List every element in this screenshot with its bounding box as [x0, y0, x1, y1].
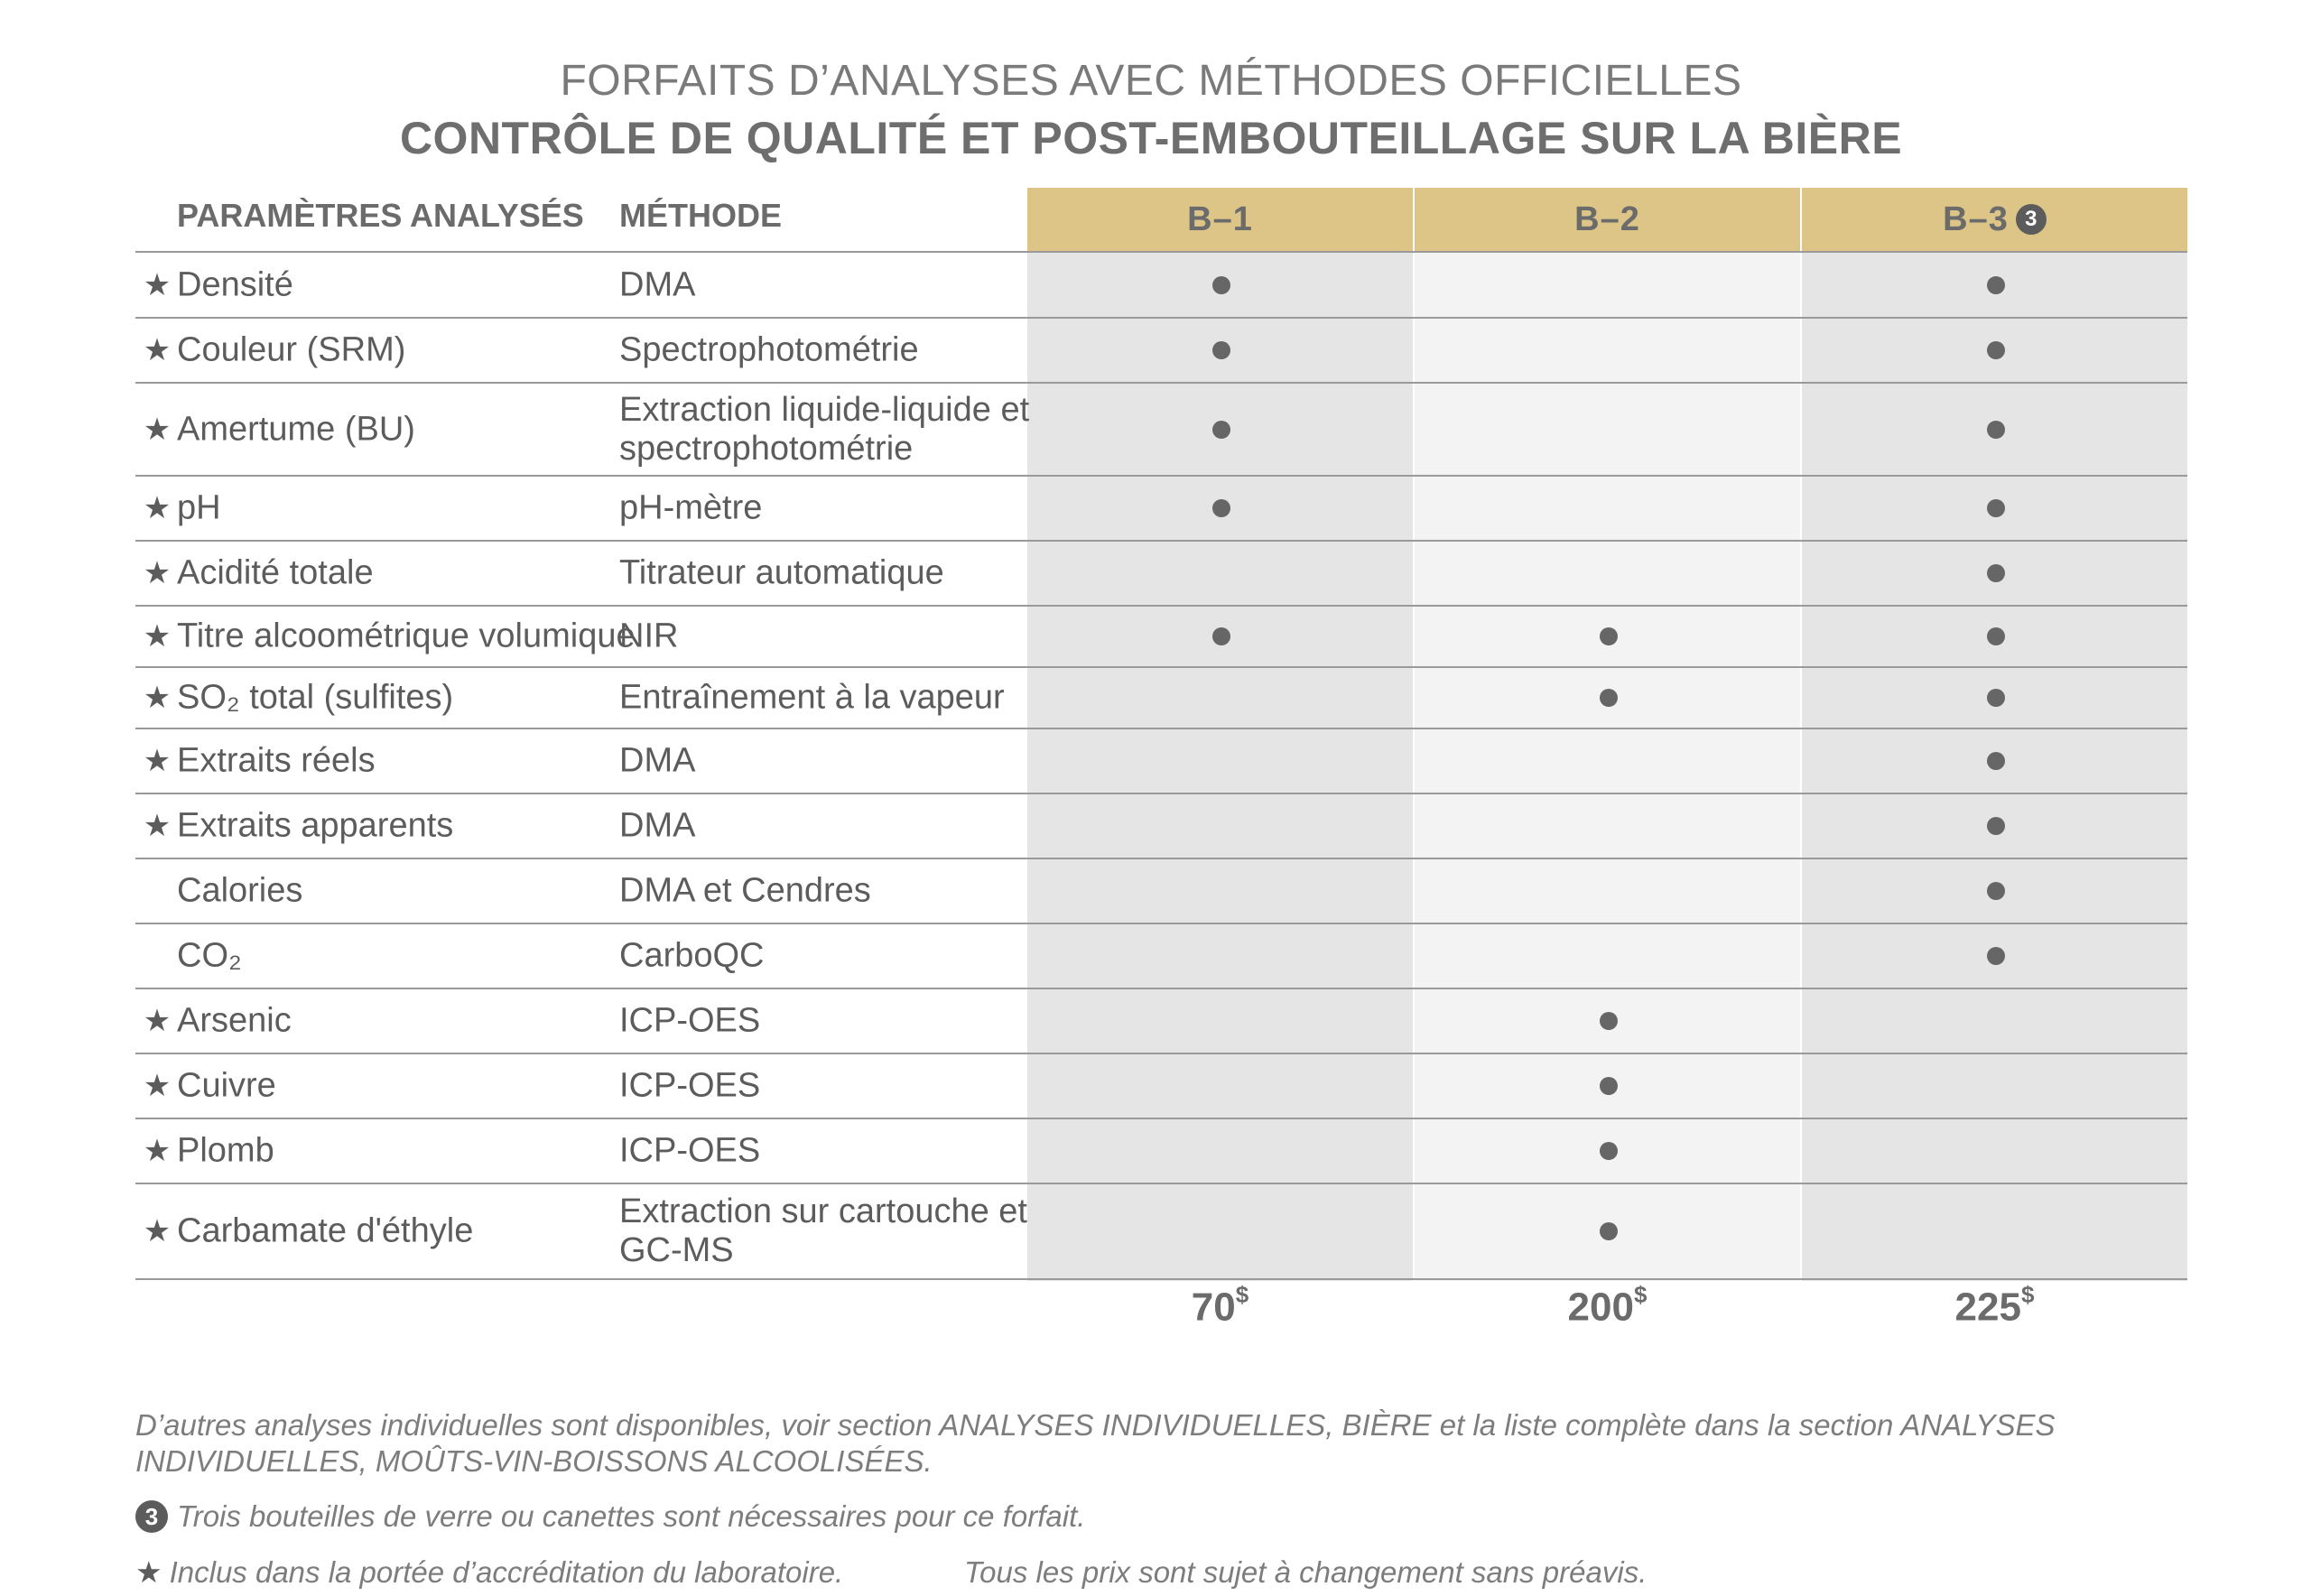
parameter-cell: pH — [177, 488, 221, 527]
header-package-b3 — [1802, 188, 2187, 251]
accreditation-star-icon: ★ — [143, 412, 172, 447]
parameter-cell: Titre alcoométrique volumique — [177, 617, 636, 655]
table-row — [135, 541, 2187, 606]
parameter-cell: Carbamate d'éthyle — [177, 1211, 474, 1250]
included-dot-icon-b1 — [1212, 276, 1230, 294]
header-package-b1-label: B–1 — [1187, 200, 1253, 238]
price-b2-amount: 200 — [1567, 1285, 1634, 1330]
table-row — [135, 253, 2187, 318]
header-package-b3-label: B–3 — [1943, 200, 2009, 238]
included-dot-icon-b2 — [1600, 1077, 1618, 1095]
included-dot-icon-b3 — [1987, 627, 2005, 645]
header-method: MÉTHODE — [619, 197, 782, 234]
table-row — [135, 793, 2187, 858]
price-b2 — [1415, 1281, 1800, 1331]
star-icon: ★ — [135, 1555, 162, 1589]
table-row — [135, 858, 2187, 923]
method-cell: NIR — [619, 617, 679, 655]
included-dot-icon-b3 — [1987, 564, 2005, 582]
accreditation-star-icon: ★ — [143, 268, 172, 302]
accreditation-star-icon: ★ — [143, 491, 172, 525]
parameter-cell: Plomb — [177, 1131, 274, 1170]
method-cell: DMA — [619, 806, 696, 845]
parameter-cell: Couleur (SRM) — [177, 330, 406, 369]
table-row — [135, 728, 2187, 793]
price-b1 — [1027, 1281, 1413, 1331]
note-bottles-text: Trois bouteilles de verre ou canettes sont nécessaires pour ce forfait. — [177, 1499, 1086, 1533]
method-cell: ICP-OES — [619, 1001, 761, 1040]
table-row — [135, 318, 2187, 383]
accreditation-star-icon: ★ — [143, 619, 172, 654]
parameter-cell: CO₂ — [177, 936, 242, 975]
included-dot-icon-b3 — [1987, 752, 2005, 770]
method-cell: DMA et Cendres — [619, 871, 871, 910]
header-package-b1 — [1027, 188, 1413, 251]
parameter-cell: Densité — [177, 265, 293, 304]
page-title: FORFAITS D’ANALYSES AVEC MÉTHODES OFFICIELLES — [560, 57, 1742, 105]
included-dot-icon-b1 — [1212, 421, 1230, 439]
included-dot-icon-b3 — [1987, 341, 2005, 359]
row-divider — [135, 1278, 2187, 1280]
included-dot-icon-b2 — [1600, 1012, 1618, 1030]
table-row — [135, 606, 2187, 667]
parameter-cell: Extraits apparents — [177, 806, 454, 845]
parameter-cell: Acidité totale — [177, 553, 374, 592]
parameter-cell: Calories — [177, 871, 303, 910]
header-parameters: PARAMÈTRES ANALYSÉS — [177, 197, 584, 234]
included-dot-icon-b3 — [1987, 276, 2005, 294]
note-accreditation — [135, 1554, 843, 1591]
price-b3-currency: $ — [2020, 1281, 2035, 1308]
included-dot-icon-b2 — [1600, 689, 1618, 707]
accreditation-star-icon: ★ — [143, 333, 172, 367]
included-dot-icon-b3 — [1987, 689, 2005, 707]
included-dot-icon-b2 — [1600, 1222, 1618, 1240]
accreditation-star-icon: ★ — [143, 556, 172, 590]
table-row — [135, 1118, 2187, 1183]
accreditation-star-icon: ★ — [143, 744, 172, 778]
method-cell: ICP-OES — [619, 1066, 761, 1105]
included-dot-icon-b1 — [1212, 499, 1230, 517]
parameter-cell: Arsenic — [177, 1001, 292, 1040]
included-dot-icon-b2 — [1600, 627, 1618, 645]
table-row — [135, 1183, 2187, 1279]
accreditation-star-icon: ★ — [143, 1004, 172, 1038]
method-cell: Titrateur automatique — [619, 553, 944, 592]
header-package-b2 — [1415, 188, 1800, 251]
accreditation-star-icon: ★ — [143, 809, 172, 843]
price-b3-amount: 225 — [1954, 1285, 2021, 1330]
price-b2-currency: $ — [1633, 1281, 1648, 1308]
included-dot-icon-b3 — [1987, 947, 2005, 965]
accreditation-star-icon: ★ — [143, 681, 172, 715]
header-package-b2-label: B–2 — [1574, 200, 1640, 238]
note-accreditation-text: Inclus dans la portée d’accréditation du laboratoire. — [169, 1555, 844, 1589]
table-row — [135, 988, 2187, 1053]
method-cell: Extraction liquide-liquide et spectrophotométrie — [619, 390, 1030, 468]
parameter-cell: Extraits réels — [177, 741, 376, 780]
method-cell: Extraction sur cartouche et GC-MS — [619, 1192, 1027, 1269]
included-dot-icon-b3 — [1987, 421, 2005, 439]
table-row — [135, 1053, 2187, 1118]
table-row — [135, 383, 2187, 476]
method-cell: pH-mètre — [619, 488, 763, 527]
included-dot-icon-b3 — [1987, 882, 2005, 900]
included-dot-icon-b2 — [1600, 1142, 1618, 1160]
note-other-analyses: D’autres analyses individuelles sont disponibles, voir section ANALYSES INDIVIDUELLES, BIÈRE et la liste complète dans la section ANALYSES INDIVIDUELLES, MOÛTS-VIN-BOISSONS ALCOOLISÉES. — [135, 1408, 2056, 1478]
price-b3 — [1802, 1281, 2187, 1331]
method-cell: Spectrophotométrie — [619, 330, 919, 369]
accreditation-star-icon: ★ — [143, 1214, 172, 1248]
price-b1-amount: 70 — [1191, 1285, 1236, 1330]
method-cell: DMA — [619, 265, 696, 304]
included-dot-icon-b3 — [1987, 499, 2005, 517]
accreditation-star-icon: ★ — [143, 1069, 172, 1103]
included-dot-icon-b1 — [1212, 341, 1230, 359]
method-cell: CarboQC — [619, 936, 765, 975]
method-cell: ICP-OES — [619, 1131, 761, 1170]
method-cell: Entraînement à la vapeur — [619, 678, 1005, 717]
price-b1-currency: $ — [1235, 1281, 1249, 1308]
included-dot-icon-b3 — [1987, 817, 2005, 835]
accreditation-star-icon: ★ — [143, 1134, 172, 1168]
circled-three-icon: 3 — [2016, 204, 2047, 235]
circled-three-icon: 3 — [135, 1500, 168, 1533]
note-bottles — [135, 1499, 1085, 1535]
table-row — [135, 476, 2187, 541]
table-row — [135, 923, 2187, 988]
parameter-cell: SO₂ total (sulfites) — [177, 678, 454, 717]
table-row — [135, 667, 2187, 728]
parameter-cell: Amertume (BU) — [177, 410, 415, 448]
parameter-cell: Cuivre — [177, 1066, 276, 1105]
page-subtitle: CONTRÔLE DE QUALITÉ ET POST-EMBOUTEILLAGE SUR LA BIÈRE — [399, 113, 1903, 163]
included-dot-icon-b1 — [1212, 627, 1230, 645]
note-prices: Tous les prix sont sujet à changement sans préavis. — [964, 1555, 1648, 1589]
method-cell: DMA — [619, 741, 696, 780]
